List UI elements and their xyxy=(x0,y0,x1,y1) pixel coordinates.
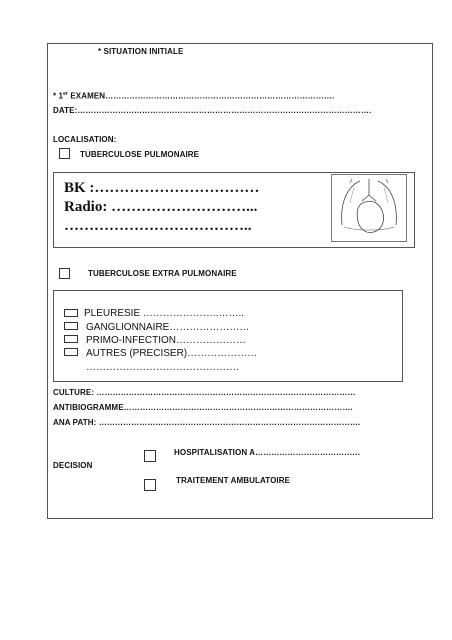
exam-prefix: * 1 xyxy=(53,91,64,101)
exam-label: EXAMEN…………………………………………………………………………. xyxy=(68,91,335,101)
ambulatoire-checkbox[interactable] xyxy=(144,479,156,491)
culture-field[interactable]: CULTURE: …………………………………………………………………………………… xyxy=(53,388,356,397)
autres-option: AUTRES (PRECISER)………………… xyxy=(86,348,258,359)
situation-title: * SITUATION INITIALE xyxy=(98,47,184,56)
primo-infection-option: PRIMO-INFECTION………………… xyxy=(86,335,246,346)
decision-label: DECISION xyxy=(53,461,93,470)
pulmonary-checkbox[interactable] xyxy=(59,148,70,159)
bk-field[interactable]: BK :…………………………… xyxy=(64,180,260,196)
pulmonary-extra-line[interactable]: ……………………………….. xyxy=(64,218,252,234)
exam-line xyxy=(53,91,334,101)
extra-pulmonary-checkbox[interactable] xyxy=(59,268,70,279)
extra-pulmonary-label: TUBERCULOSE EXTRA PULMONAIRE xyxy=(88,269,237,278)
antibiogramme-field[interactable]: ANTIBIOGRAMME…………………………………………………………………………. xyxy=(53,403,353,412)
date-field: DATE:………………………………………………………………………………………………. xyxy=(53,106,372,115)
radio-field[interactable]: Radio: ………………………... xyxy=(64,199,258,215)
hospitalisation-label: HOSPITALISATION A………………………………… xyxy=(174,448,361,457)
ganglionnaire-checkbox[interactable] xyxy=(64,322,78,330)
pulmonary-label: TUBERCULOSE PULMONAIRE xyxy=(80,150,200,159)
ambulatoire-label: TRAITEMENT AMBULATOIRE xyxy=(176,476,291,485)
autres-checkbox[interactable] xyxy=(64,348,78,356)
lungs-heart-xray-icon xyxy=(331,174,407,242)
pleuresie-option: PLEURESIE …………………..…….. xyxy=(84,308,245,319)
autres-continuation[interactable]: ………………………………………. xyxy=(86,362,239,373)
primo-infection-checkbox[interactable] xyxy=(64,335,78,343)
hospitalisation-checkbox[interactable] xyxy=(144,450,156,462)
ganglionnaire-option: GANGLIONNAIRE…………………… xyxy=(86,322,250,333)
localisation-label: LOCALISATION: xyxy=(53,135,117,144)
anapath-field[interactable]: ANA PATH: ……………………………………………………………………………………. xyxy=(53,418,361,427)
exam-superscript: er xyxy=(63,91,69,97)
pleuresie-checkbox[interactable] xyxy=(64,309,78,317)
